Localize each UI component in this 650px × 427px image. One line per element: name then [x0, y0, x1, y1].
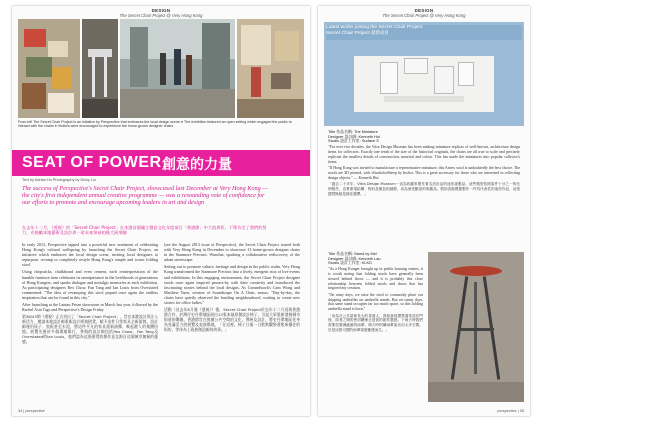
page-folio: perspective | 35	[497, 409, 524, 413]
page-folio: 34 | perspective	[18, 409, 45, 413]
work-designer: Designer 設計師: Kenneth Hui	[328, 133, 380, 139]
page-header	[12, 8, 310, 18]
work-description: "For over two decades, the Vitra Design Museum has been making miniature replicas of well-known, architecture design items for collectors. Exactly one tenth of the size of the historical originals, the chairs are all true to scale and precisely replicate the smallest details of construction, material and colour. This has made the miniatures into popular collector's items.	[328, 145, 520, 164]
photo-street-exhibition	[120, 19, 235, 118]
body-column-2	[164, 242, 300, 334]
work-entry-miniature	[328, 130, 520, 198]
article-title: SEAT OF POWER	[22, 154, 162, 171]
photo-chairs-stack	[18, 19, 80, 118]
article-title-chinese: 創意的力量	[162, 157, 232, 173]
intro-chinese: 在去年十二月，《透視》的「Secret Chair Project」在本港首個獨立創意文化年度項目「香港節」中大放異彩，不單肯定了我們的努力，亦鼓勵本地藝術及設計界一眾未來領袖的後大展拳腳	[22, 225, 267, 236]
work-designer: Designer 設計師: Kenneth Lau	[328, 255, 381, 261]
body-column-1	[22, 242, 158, 346]
work-studio: Studio 設計工作室: KLKD	[328, 260, 372, 266]
work-title: Title 作品名稱: The Miniature	[328, 129, 378, 134]
byline: Text by Adrian Ho Photography by Dicky Liu	[22, 178, 96, 182]
work-description-chinese: 「身為在公共屋邨長大的香港人，我留意到摺凳通常放在門後，兩者之間的密切關係正是我的創作靈感。下雨天時我們需要放置濕漉漉的雨傘，晴天時則嫌雨傘架佔用太多空間，於是這張可摺的雨傘架便應運而生。」	[328, 313, 423, 333]
latest-works-banner	[326, 25, 522, 40]
page-header	[318, 8, 530, 18]
work-entry-stand-by-me	[328, 252, 423, 334]
paragraph: Setting out to promote culture, heritage and design in the public realm, Very Hong Kong transformed the Stanmore Precinct into a lively, energetic mix of live events and exhibitions. In this engaging environment, the Secret Chair Project designer stools once again inspired passers-by with their creativity and introduced the fascinating stories behind the local designs. As Groundwork's Cam Wong and Matthew Yuen, creators of Soundscape On A Chair, muses, "Day-by-day, the chairs have quietly observed the bustling neighbourhood, waiting to create new stories for office ladies."	[164, 264, 300, 306]
header-subtitle: The Secret Chair Project @ Very Hong Kong	[119, 13, 203, 18]
section-label: DESIGN	[414, 8, 434, 13]
section-label: DESIGN	[151, 8, 171, 13]
work-title: Title 作品名稱: Stand by Me!	[328, 251, 377, 256]
work-description-chinese: 「過去二十多年，Vitra Design Museum一直為收藏家製作著名設計品的迷你複製品。這些模型依照原件十分之一的比例製作，忠實重現結構、物料及顏色的細節，成為深受歡迎的收藏品。假如香港獲邀製作一件具代表性的迷你作品，這張摺凳無疑是最佳選擇。」	[328, 182, 520, 196]
banner-subtitle-chinese: 最新成員	[371, 30, 389, 36]
work-description: "On rainy days, we raise the stool to commonly place our dripping umbrellas on umbrella stands. But on sunny days, that same stand occupies far too much space, so this folding umbrella stand is born."	[328, 292, 423, 312]
paragraph: (see the August 2013 issue of Perspective), the Secret Chair Project toured both with Very Hong Kong in December to showcase 13 home-grown designer chairs in the Stanmore Precinct, Wanchai, sparking a collaborative rediscovery of the urban streetscape.	[164, 242, 300, 263]
photo-stool-closeup	[82, 19, 118, 118]
right-page	[318, 6, 530, 416]
paragraph: In early 2013, Perspective tapped into a powerful new sentiment of celebrating Hong Kong's cultural wellspring by launching the Secret Chair Project, an initiative which embraces the local design scene, inviting local designers to repurpose, revamp or completely restyle Hong Kong's simple and iconic folding stool.	[22, 242, 158, 268]
umbrella-stool-photo	[428, 252, 524, 402]
paragraph-chinese: 活動（見去年8月號《透視》）後，Secret Chair Project於去年十二月再與香港節合作，於灣仔史丹摩地區展出13張本地原創設計椅子，引起大眾重新發掘城市街道的樂趣。香港節旨在推廣公共空間的文化、傳統及設計，將史丹摩地區化身為充滿活力的展覽及表演場地。「在這裡，椅子日復一日默默觀察著熙來攘往的街坊，等待為上班族創造新的故事。」	[164, 307, 300, 333]
header-subtitle: The Secret Chair Project @ Very Hong Kong	[382, 13, 466, 18]
paragraph: Using chopsticks, chalkboard and even cement, each reinterpretation of the humble furniture item celebrates its omnipresence in the livelihoods of generations of Hong Kongers, and sparks dialogue and nostalgic memories at each exhibition. As participating designers Rex Chow, Fan Tang and Ian Louis from Overstated commented: "The idea of revamping this stool piqued once again the endless inspiration that can be found in this city."	[22, 269, 158, 300]
intro-english: The success of Perspective's Secret Chair Project, showcased last December at Very Hong Kong — the city's first independent annual creative programme — was a resounding vote of confidence for our efforts to promote and encourage upcoming leaders in art and design	[22, 185, 268, 207]
photo-caption: From left The Secret Chair Project is an initiative by Perspective that embraces the local design scene ● The exhibition featured an open setting which engaged the public to interact with the chairs ● Visitors were encouraged to experience the home-grown designer chairs	[18, 120, 292, 129]
banner-title: Latest works joining the Secret Chair Project	[326, 25, 423, 30]
photo-visitors-chairs	[237, 19, 304, 118]
work-description: "As a Hong Konger brought up in public housing estates, it is worth noting that folding stools have generally been stowed behind doors — and it is probably this close relationship between folded stools and doors that has inspired my creation.	[328, 267, 423, 291]
paragraph-chinese: 第36/43期《透視》正式刊出了「Secret Chair Project」，旨在本港設計界注入新活力，邀請本地設計師重新設計經典摺凳，賦予這件日常家具全新面貌。設計師運用筷子、黑板甚至水泥，將這件平凡的家具重新演繹，喚起港人的集體回憶。展覽先後於多個場地舉行，參與的設計師包括Rex Chow、Fan Tang及Overstated的Ian Louis，他們認為這張摺凳的創作意念源自這個城市無窮的靈感。	[22, 314, 158, 345]
left-page	[12, 6, 310, 416]
banner-subtitle: Secret Chair Project	[326, 30, 370, 36]
title-band	[12, 150, 310, 176]
work-studio: Studio 設計工作室: Surface S	[328, 138, 379, 144]
work-description: "If Hong Kong was invited to manufacture a representative miniature, this Arirex stool is undoubtedly the best choice. The stools are 3D printed, with iStudioforSheep by Inshot. This is a great accessory for those who are interested in collecting design objects." — Kenneth Hui	[328, 166, 520, 180]
paragraph: After launching at the Lantau Prism showroom in March last year, followed by the Rachel Asia Tags and Perspective's Design Friday	[22, 302, 158, 313]
